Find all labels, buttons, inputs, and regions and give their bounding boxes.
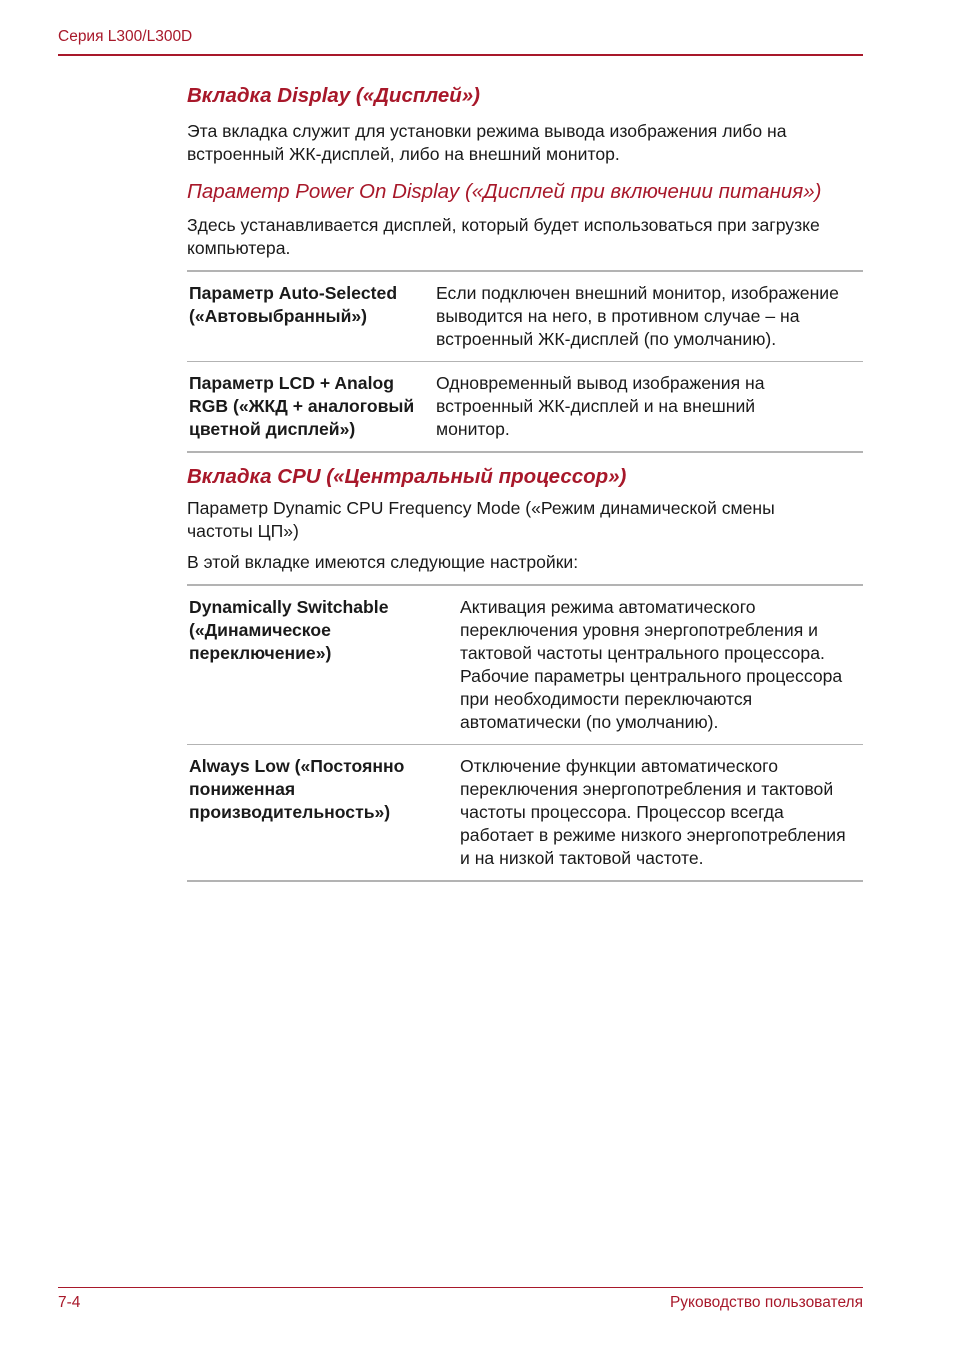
option-description: Если подключен внешний монитор, изображение выводится на него, в противном случае – на встроенный ЖК-дисплей (по умолчанию). xyxy=(435,271,863,362)
power-on-display-heading: Параметр Power On Display («Дисплей при включении питания») xyxy=(187,180,822,203)
running-header-title: Серия L300/L300D xyxy=(58,28,193,45)
table-row xyxy=(187,745,863,882)
table-row xyxy=(187,271,863,362)
option-description: Одновременный вывод изображения на встроенный ЖК-дисплей и на внешний монитор. xyxy=(435,362,863,453)
display-tab-heading: Вкладка Display («Дисплей») xyxy=(187,84,480,107)
table-row xyxy=(187,362,863,453)
manual-title: Руководство пользователя xyxy=(669,1294,863,1311)
option-term: Параметр LCD + Analog RGB («ЖКД + аналоговый цветной дисплей») xyxy=(187,362,435,453)
cpu-options-table xyxy=(187,584,863,882)
option-term: Параметр Auto-Selected («Автовыбранный») xyxy=(187,271,435,362)
option-term: Dynamically Switchable («Динамическое переключение») xyxy=(187,585,459,745)
option-term: Always Low («Постоянно пониженная производительность») xyxy=(187,745,459,882)
cpu-param-text: Параметр Dynamic CPU Frequency Mode («Режим динамической смены частоты ЦП») xyxy=(187,498,775,541)
display-options-table xyxy=(187,270,863,453)
page-number: 7-4 xyxy=(58,1294,81,1311)
option-description: Активация режима автоматического переключения уровня энергопотребления и тактовой частоты центрального процессора. Рабочие параметры центрального процессора при необходимости переключаются автоматически (по умолчанию). xyxy=(459,585,863,745)
header-divider xyxy=(58,54,863,56)
page-content xyxy=(187,82,863,882)
power-on-display-text: Здесь устанавливается дисплей, который будет использоваться при загрузке компьютера. xyxy=(187,215,820,258)
cpu-tab-heading: Вкладка CPU («Центральный процессор») xyxy=(187,465,627,488)
table-row xyxy=(187,585,863,745)
cpu-settings-text: В этой вкладке имеются следующие настройки: xyxy=(187,552,579,572)
footer-divider xyxy=(58,1287,863,1288)
display-tab-intro: Эта вкладка служит для установки режима вывода изображения либо на встроенный ЖК-дисплей, либо на внешний монитор. xyxy=(187,121,787,164)
option-description: Отключение функции автоматического переключения энергопотребления и тактовой частоты процессора. Процессор всегда работает в режиме низкого энергопотребления и на низкой тактовой частоте. xyxy=(459,745,863,882)
